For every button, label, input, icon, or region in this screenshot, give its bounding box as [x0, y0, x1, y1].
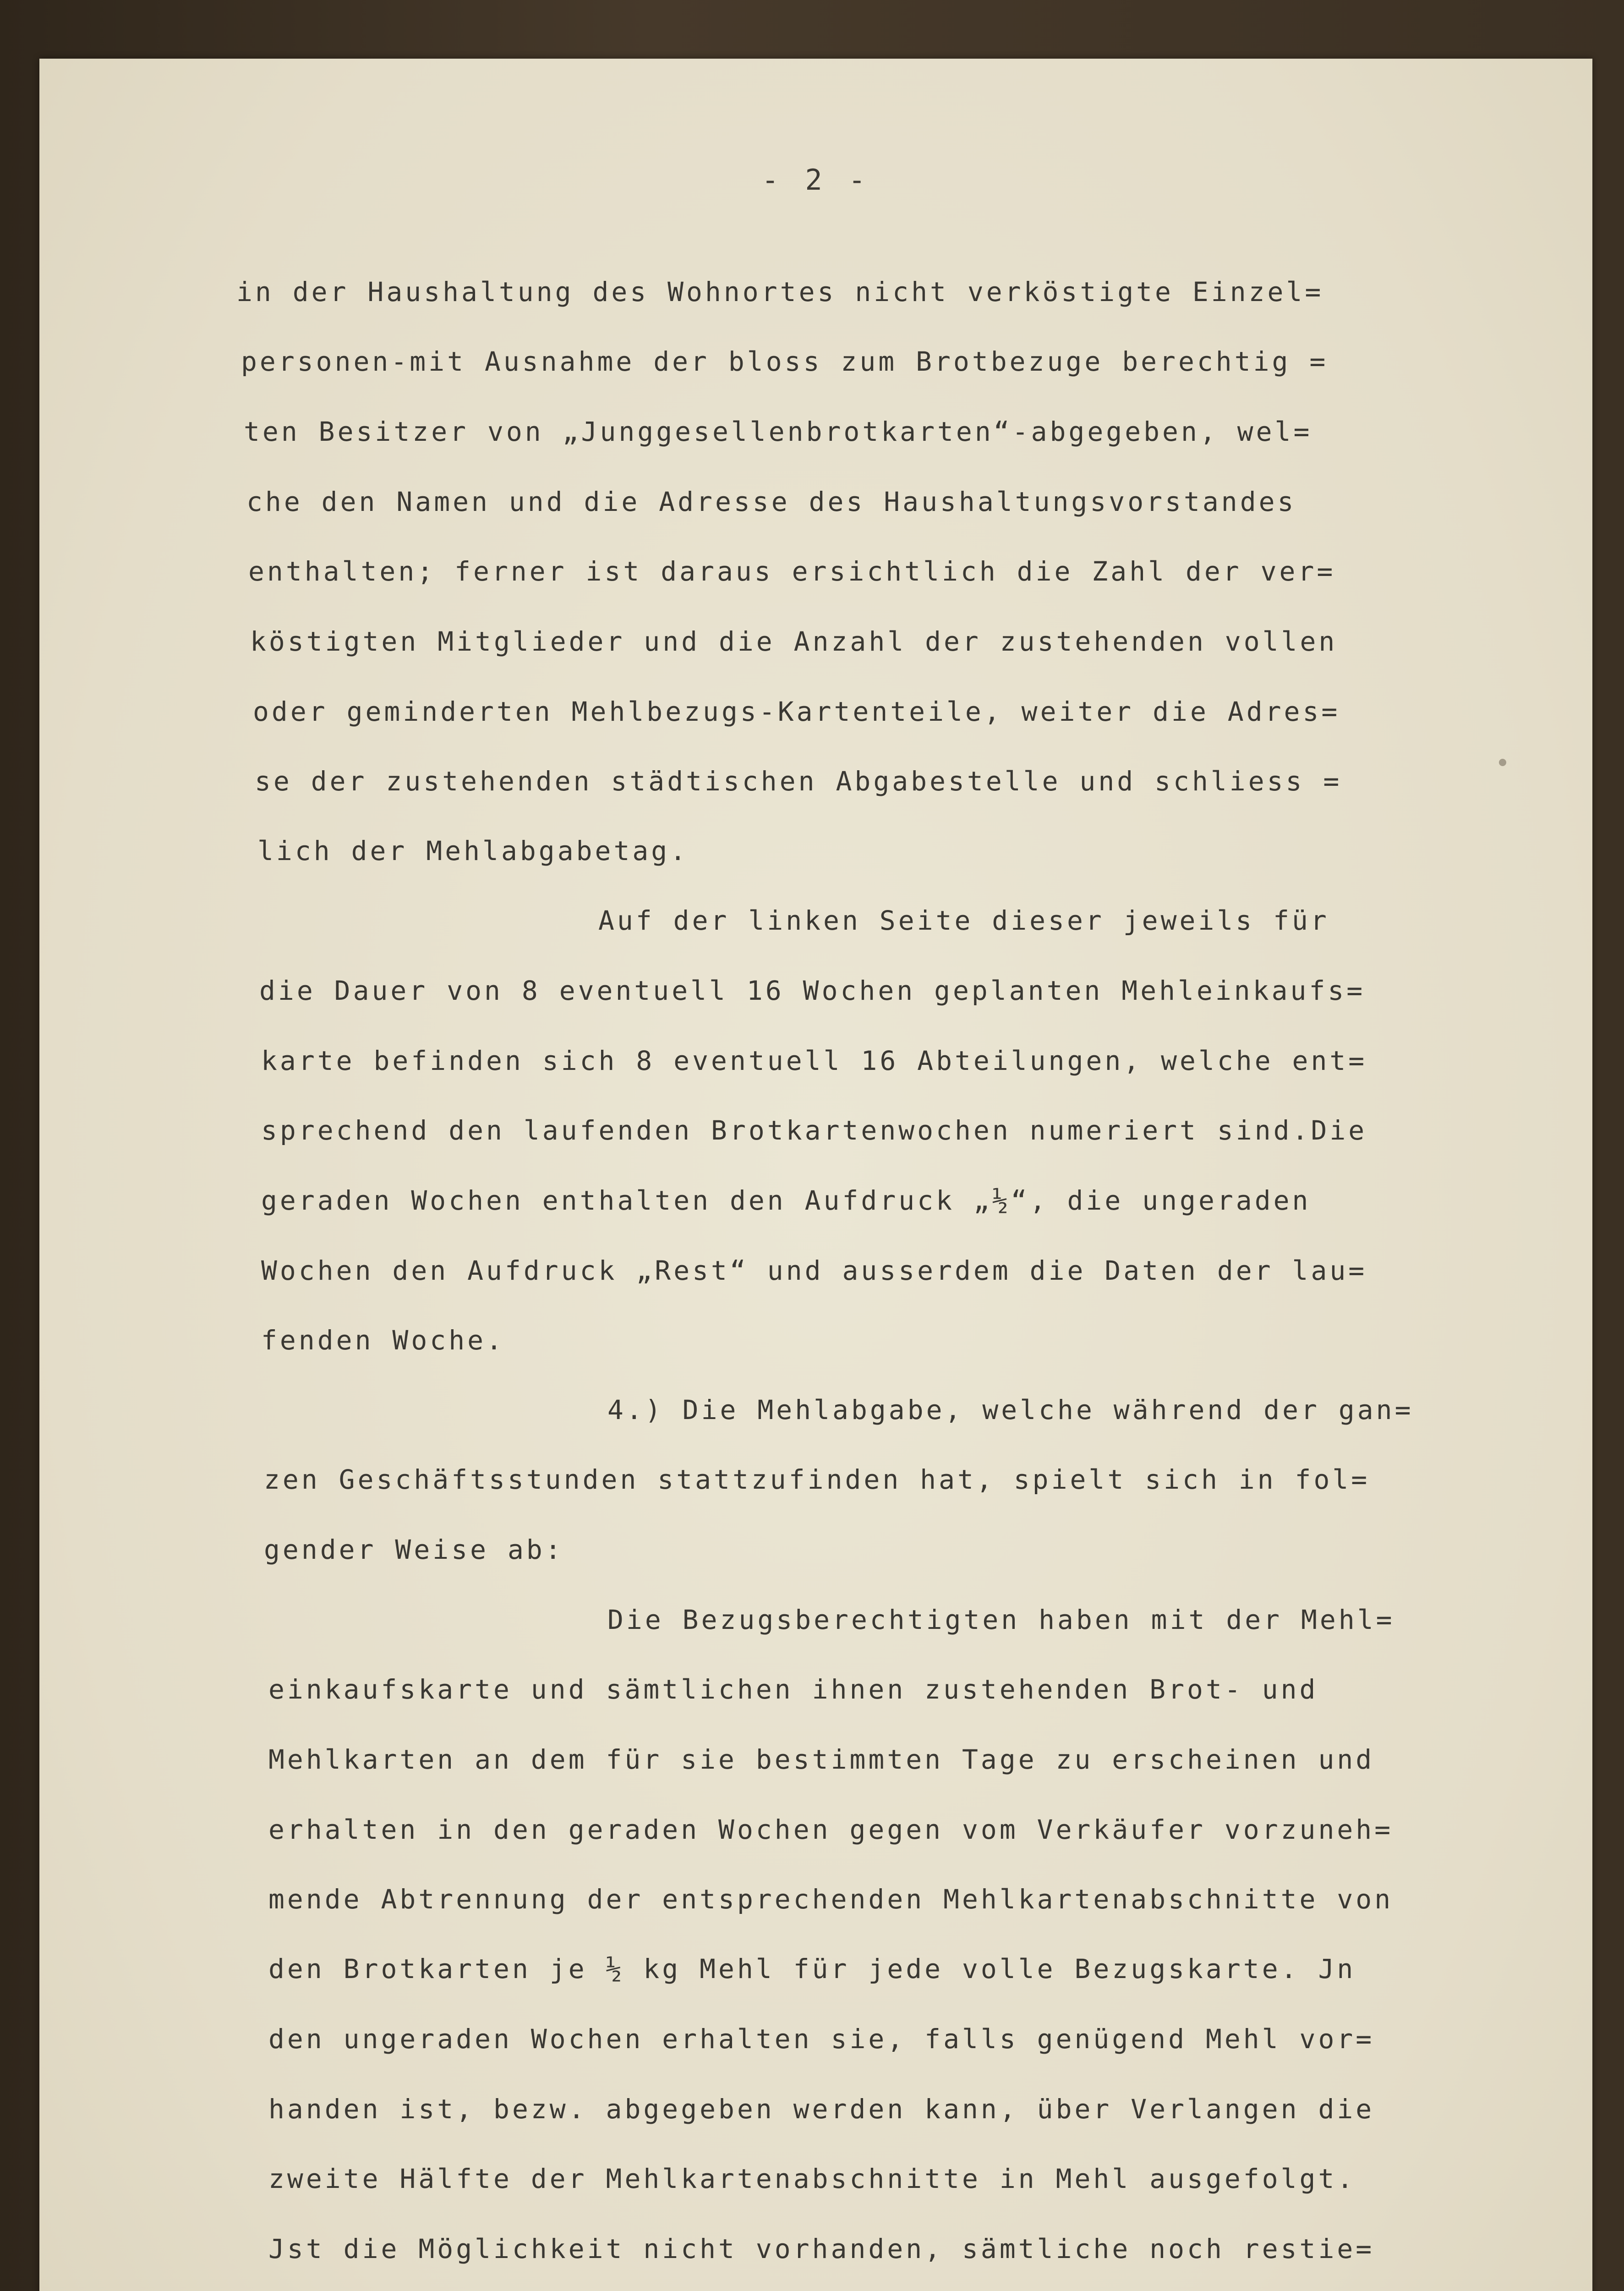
text-line: che den Namen und die Adresse des Haushaltungsvorstandes — [246, 486, 1296, 517]
text-line: Wochen den Aufdruck „Rest“ und ausserdem die Daten der lau= — [261, 1255, 1367, 1286]
text-line: Jst die Möglichkeit nicht vorhanden, sämtliche noch restie= — [268, 2233, 1375, 2264]
text-line: zen Geschäftsstunden stattzufinden hat, spielt sich in fol= — [264, 1464, 1370, 1495]
text-line: die Dauer von 8 eventuell 16 Wochen geplanten Mehleinkaufs= — [259, 975, 1366, 1006]
text-line: mende Abtrennung der entsprechenden Mehlkartenabschnitte von — [268, 1884, 1394, 1915]
text-line: sprechend den laufenden Brotkartenwochen numeriert sind.Die — [261, 1115, 1367, 1146]
text-line: karte befinden sich 8 eventuell 16 Abteilungen, welche ent= — [261, 1045, 1367, 1076]
text-line: handen ist, bezw. abgegeben werden kann, über Verlangen die — [268, 2094, 1375, 2125]
text-line: enthalten; ferner ist daraus ersichtlich die Zahl der ver= — [248, 556, 1336, 587]
text-line: oder geminderten Mehlbezugs-Kartenteile, weiter die Adres= — [253, 696, 1340, 727]
text-line: köstigten Mitglieder und die Anzahl der zustehenden vollen — [250, 626, 1338, 657]
text-line: geraden Wochen enthalten den Aufdruck „½“, die ungeraden — [261, 1185, 1311, 1216]
paper-speck — [1499, 759, 1506, 766]
page-number: - 2 - — [761, 163, 870, 197]
text-line: gender Weise ab: — [264, 1534, 564, 1565]
text-line: ten Besitzer von „Junggesellenbrotkarten“-abgegeben, wel= — [244, 416, 1312, 447]
text-line: personen-mit Ausnahme der bloss zum Brotbezuge berechtig = — [241, 346, 1329, 377]
text-line: 4.) Die Mehlabgabe, welche während der gan= — [607, 1394, 1414, 1425]
text-line: in der Haushaltung des Wohnortes nicht verköstigte Einzel= — [236, 276, 1324, 307]
text-line: zweite Hälfte der Mehlkartenabschnitte in Mehl ausgefolgt. — [268, 2163, 1356, 2194]
text-line: lich der Mehlabgabetag. — [257, 835, 689, 866]
text-line: Mehlkarten an dem für sie bestimmten Tage zu erscheinen und — [268, 1744, 1375, 1775]
text-line: fenden Woche. — [261, 1325, 505, 1356]
text-line: se der zustehenden städtischen Abgabestelle und schliess = — [255, 766, 1342, 797]
text-line: den ungeraden Wochen erhalten sie, falls genügend Mehl vor= — [268, 2023, 1375, 2055]
text-line: erhalten in den geraden Wochen gegen vom Verkäufer vorzuneh= — [268, 1814, 1394, 1845]
text-line: Die Bezugsberechtigten haben mit der Mehl= — [607, 1604, 1395, 1635]
text-line: Auf der linken Seite dieser jeweils für — [598, 905, 1329, 936]
typed-page — [39, 59, 1592, 2291]
text-line: den Brotkarten je ½ kg Mehl für jede volle Bezugskarte. Jn — [268, 1953, 1356, 1984]
text-line: einkaufskarte und sämtlichen ihnen zustehenden Brot- und — [268, 1674, 1318, 1705]
